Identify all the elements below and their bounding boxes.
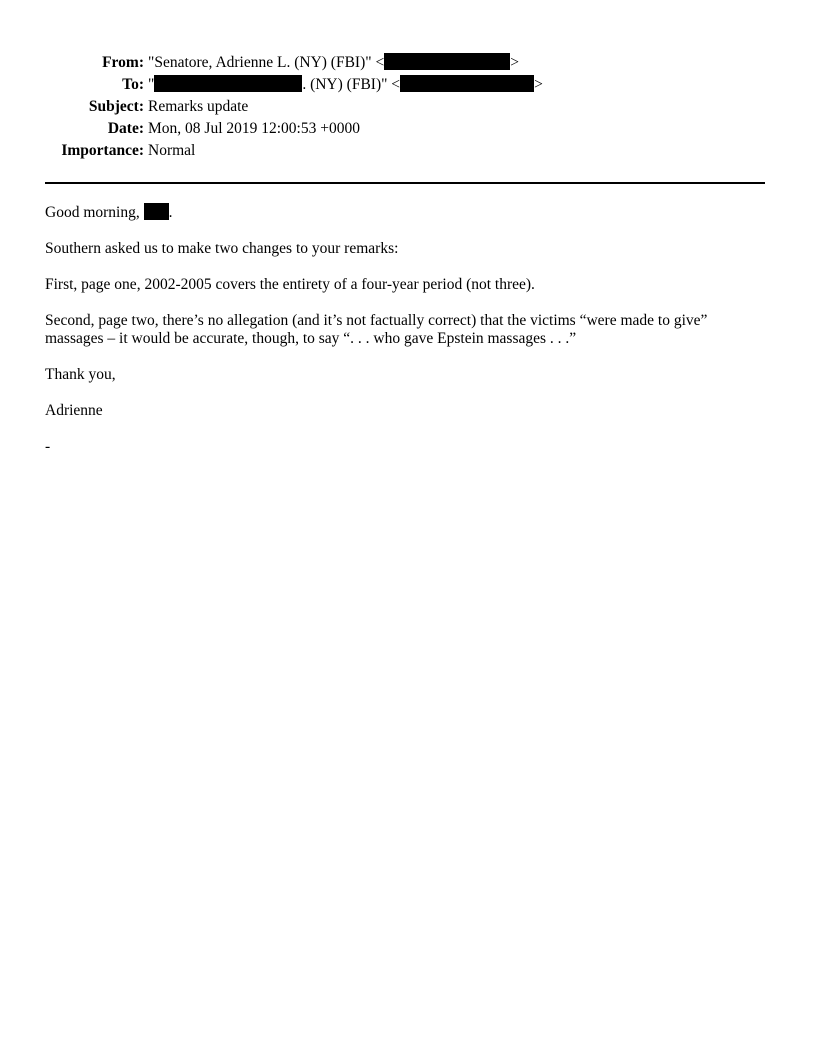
- body-paragraph: Southern asked us to make two changes to your remarks:: [45, 240, 399, 257]
- redaction-box: [384, 53, 510, 70]
- email-body: [45, 203, 765, 474]
- date-value: Mon, 08 Jul 2019 12:00:53 +0000: [148, 120, 360, 137]
- to-open: ": [148, 76, 155, 93]
- header-divider: [45, 182, 765, 184]
- redaction-box: [154, 75, 302, 92]
- from-name: "Senatore, Adrienne L. (NY) (FBI)" <: [148, 54, 385, 71]
- signature: Adrienne: [45, 402, 103, 419]
- to-label: To:: [122, 76, 144, 93]
- greeting: [45, 203, 765, 222]
- redaction-box: [400, 75, 534, 92]
- subject-value: Remarks update: [148, 98, 249, 115]
- greeting-end: .: [168, 204, 173, 221]
- to-value: [148, 74, 543, 96]
- greeting-text: Good morning,: [45, 204, 144, 221]
- body-paragraph: First, page one, 2002-2005 covers the entirety of a four-year period (not three).: [45, 276, 535, 293]
- date-label: Date:: [107, 120, 144, 137]
- from-label: From:: [102, 54, 144, 71]
- trailing-dash: -: [45, 438, 51, 455]
- subject-label: Subject:: [88, 98, 144, 115]
- closing: Thank you,: [45, 366, 116, 383]
- from-value: [148, 52, 519, 74]
- redaction-box: [144, 203, 169, 220]
- importance-value: Normal: [148, 142, 196, 159]
- to-name: . (NY) (FBI)" <: [302, 76, 401, 93]
- importance-label: Importance:: [61, 142, 144, 159]
- to-close: >: [534, 76, 543, 93]
- from-close: >: [510, 54, 519, 71]
- body-paragraph: Second, page two, there’s no allegation (and it’s not factually correct) that the victims “were made to give” massages – it would be accurate, though, to say “. . . who gave Epstein massages . . .”: [45, 312, 708, 347]
